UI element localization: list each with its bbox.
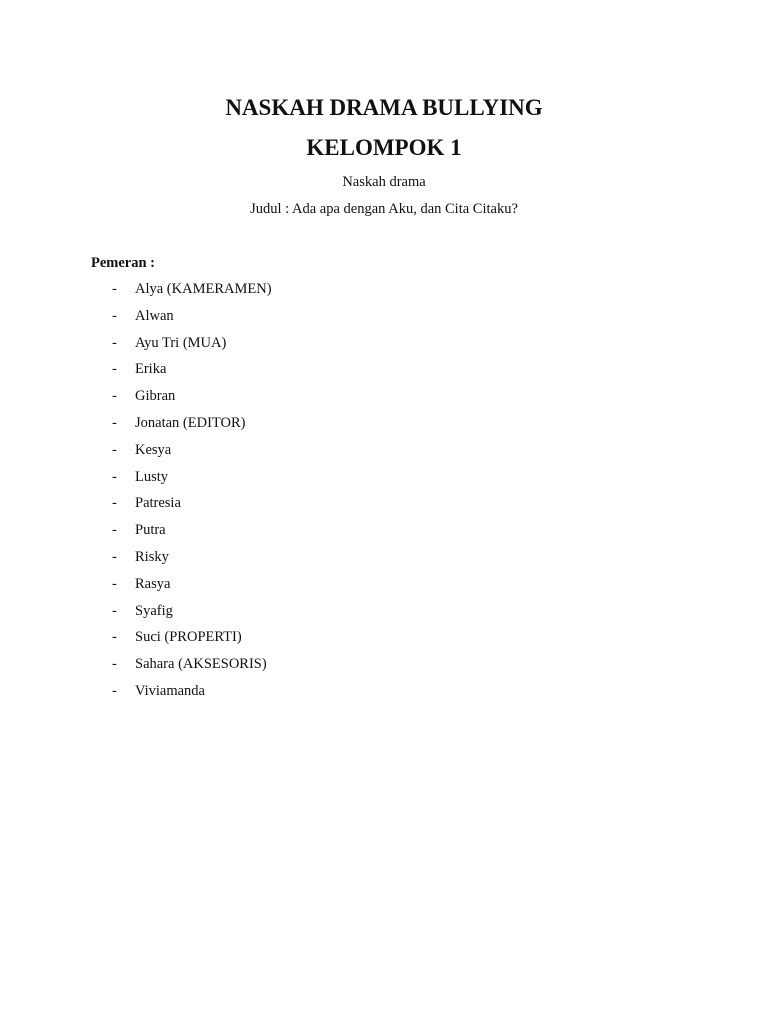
- list-bullet: -: [112, 468, 117, 485]
- list-bullet: -: [112, 522, 117, 539]
- list-bullet: -: [112, 629, 117, 646]
- cast-name: Sahara (AKSESORIS): [135, 656, 267, 673]
- cast-name: Patresia: [135, 495, 181, 512]
- list-bullet: -: [112, 548, 117, 565]
- document-title: NASKAH DRAMA BULLYING: [225, 95, 543, 120]
- cast-name: Gibran: [135, 388, 176, 405]
- cast-name: Lusty: [135, 468, 169, 485]
- cast-heading: Pemeran :: [91, 255, 156, 271]
- list-bullet: -: [112, 307, 117, 324]
- list-bullet: -: [112, 388, 117, 405]
- cast-name: Alya (KAMERAMEN): [135, 281, 272, 297]
- cast-name: Jonatan (EDITOR): [135, 414, 246, 431]
- list-bullet: -: [112, 575, 117, 592]
- cast-name: Rasya: [135, 575, 171, 592]
- list-bullet: -: [112, 441, 117, 458]
- list-bullet: -: [112, 361, 117, 378]
- cast-name: Erika: [135, 361, 167, 378]
- drama-title-line: Judul : Ada apa dengan Aku, dan Cita Citaku?: [250, 201, 518, 217]
- list-bullet: -: [112, 602, 117, 619]
- cast-name: Ayu Tri (MUA): [135, 334, 227, 351]
- cast-name: Viviamanda: [135, 682, 205, 699]
- document-subtitle: Naskah drama: [342, 174, 426, 190]
- list-bullet: -: [112, 495, 117, 512]
- cast-name: Kesya: [135, 441, 172, 458]
- list-bullet: -: [112, 656, 117, 673]
- list-bullet: -: [112, 281, 117, 297]
- cast-name: Alwan: [135, 307, 174, 324]
- cast-name: Suci (PROPERTI): [135, 629, 242, 646]
- list-bullet: -: [112, 682, 117, 699]
- list-bullet: -: [112, 334, 117, 351]
- cast-name: Risky: [135, 548, 169, 565]
- group-title: KELOMPOK 1: [306, 135, 462, 160]
- cast-name: Putra: [135, 522, 166, 539]
- list-bullet: -: [112, 414, 117, 431]
- cast-name: Syafig: [135, 602, 173, 619]
